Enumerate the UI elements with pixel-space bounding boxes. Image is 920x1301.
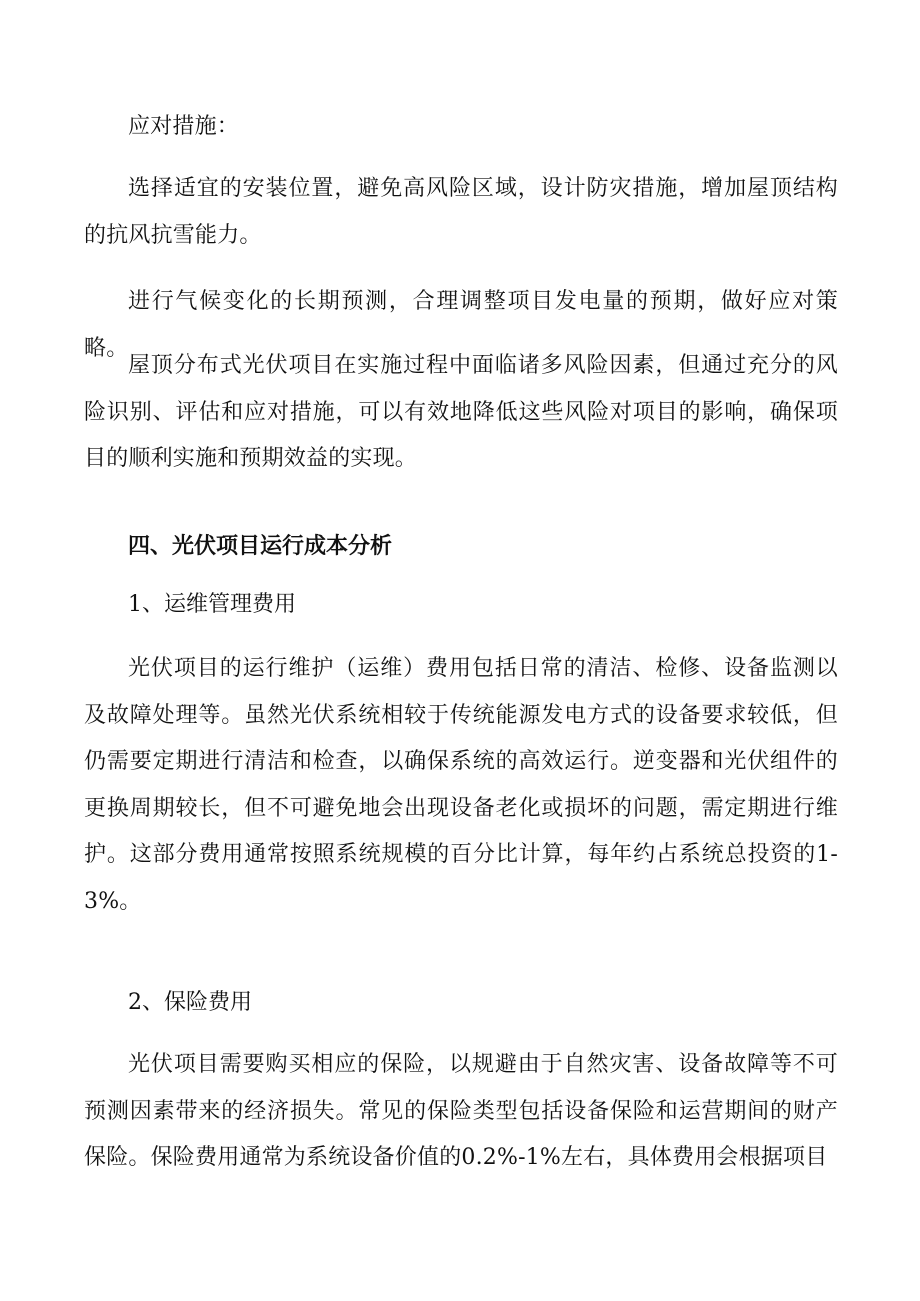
paragraph-climate-prediction: 进行气候变化的长期预测，合理调整项目发电量的预期，做好应对策略。 [84, 289, 838, 361]
paragraph-om-cost: 光伏项目的运行维护（运维）费用包括日常的清洁、检修、设备监测以及故障处理等。虽然光伏系统相较于传统能源发电方式的设备要求较低，但仍需要定期进行清洁和检查，以确保系统的高效运行。逆变器和光伏组件的更换周期较长，但不可避免地会出现设备老化或损坏的问题，需定期进行维护。这部分费用通常按照系统规模的百分比计算，每年约占系统总投资的1-3%。 [84, 656, 838, 914]
paragraph-installation-location: 选择适宜的安装位置，避免高风险区域，设计防灾措施，增加屋顶结构的抗风抗雪能力。 [84, 176, 838, 248]
paragraph-risk-summary: 屋顶分布式光伏项目在实施过程中面临诸多风险因素，但通过充分的风险识别、评估和应对措施，可以有效地降低这些风险对项目的影响，确保项目的顺利实施和预期效益的实现。 [84, 353, 838, 471]
section-heading: 四、光伏项目运行成本分析 [128, 533, 393, 559]
paragraph-insurance-cost: 光伏项目需要购买相应的保险，以规避由于自然灾害、设备故障等不可预测因素带来的经济损失。常见的保险类型包括设备保险和运营期间的财产保险。保险费用通常为系统设备价值的0.2%-1%左右，具体费用会根据项目 [84, 1052, 838, 1170]
subheading-insurance-cost: 2、保险费用 [128, 990, 252, 1015]
paragraph-countermeasures-label: 应对措施： [128, 114, 240, 139]
subheading-om-cost: 1、运维管理费用 [128, 592, 296, 617]
